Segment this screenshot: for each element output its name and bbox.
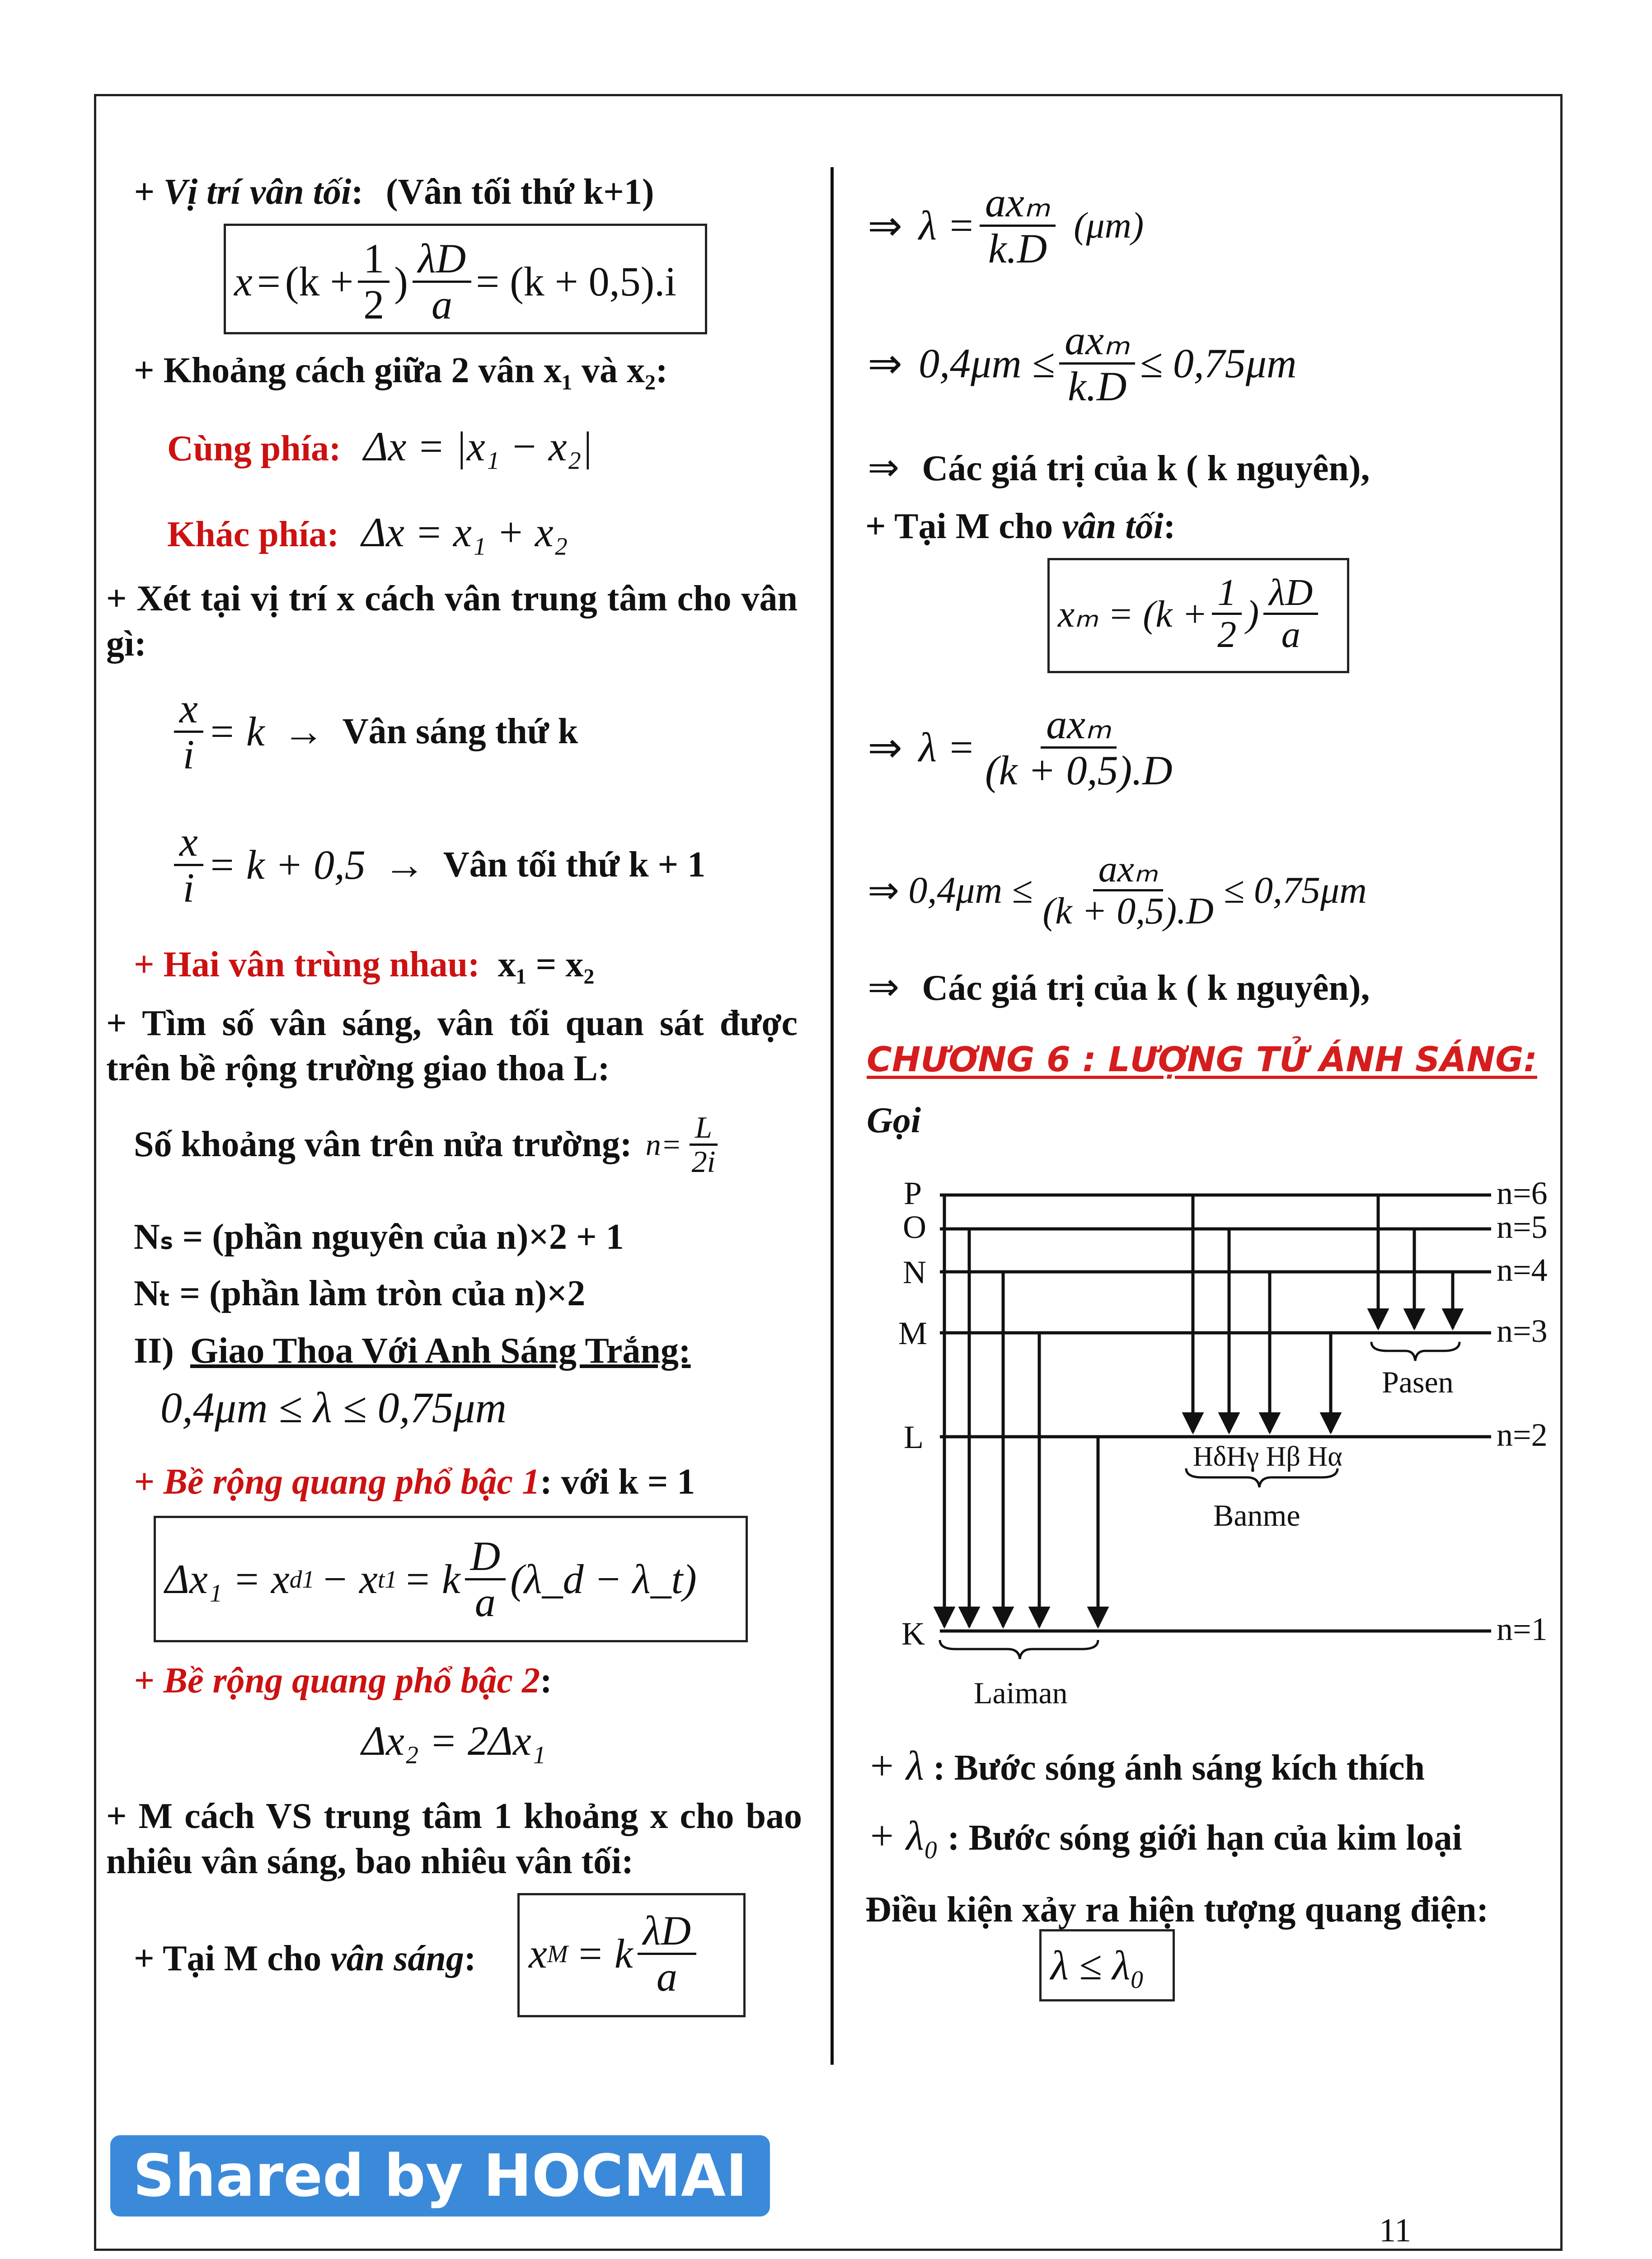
cung-phia-row: Cùng phía: Δx = |x₁ − x₂|: [167, 423, 593, 469]
be-rong-2-heading: + Bề rộng quang phổ bậc 2:: [134, 1661, 552, 1701]
banme-label: Banme: [1213, 1498, 1300, 1533]
be-rong-1-formula-box: Δx₁ = x d1 − x t1 = k $\frac{D}{a}$ (λ_d − λ_t): [154, 1516, 748, 1642]
section-2-heading: II) Giao Thoa Với Anh Sáng Trắng:: [134, 1331, 691, 1371]
k-values-sang: ⇒ Các giá trị của k ( k nguyên),: [868, 447, 1370, 489]
nt-formula: Nₜ = (phần làm tròn của n)×2: [134, 1274, 586, 1313]
level-letter-n: N: [903, 1254, 926, 1290]
vitri-toi-formula-box: x = (k + $\frac{1}{2}$ ) $\frac{\lambda D}{a}$ = (k + 0,5).i: [224, 224, 707, 334]
van-toi-rule: $\frac{x}{i}$ = k + 0,5 → Vân tối thứ k + 1: [174, 820, 705, 909]
hai-van-row: + Hai vân trùng nhau: x₁ = x₂: [134, 945, 595, 984]
hocmai-badge: Shared by HOCMAI: [110, 2135, 770, 2217]
be-rong-2-formula: Δx₂ = 2Δx₁: [361, 1718, 546, 1764]
tai-m-sang-formula-box: x M = k $\frac{\lambda D}{a}$: [517, 1893, 746, 2017]
condition-formula-box: λ ≤ λ₀: [1039, 1929, 1175, 2001]
level-letter-k: K: [901, 1616, 925, 1652]
tai-m-toi-formula-box: xₘ = (k + $\frac{1}{2}$ ) $\frac{\lambda D}{a}$: [1047, 558, 1349, 673]
dieu-kien-paragraph: Điều kiện xảy ra hiện tượng quang điện:: [865, 1890, 1489, 1930]
so-khoang-van-row: Số khoảng vân trên nửa trường: n= $\frac{L}{2i}$: [134, 1111, 726, 1178]
level-letter-l: L: [904, 1419, 924, 1455]
van-sang-rule: $\frac{x}{i}$ = k → Vân sáng thứ k: [174, 687, 578, 776]
lambda-sang-formula: ⇒ λ = $\frac{\text{axₘ}}{k.D}$ (μm): [868, 179, 1144, 272]
level-n1: n=1: [1497, 1611, 1548, 1647]
khoang-cach-heading: + Khoảng cách giữa 2 vân x₁ và x₂:: [134, 351, 668, 390]
vitri-toi-heading: + Vị trí vân tối: (Vân tối thứ k+1): [134, 172, 654, 212]
lambda-definition: + λ : Bước sóng ánh sáng kích thích: [868, 1743, 1425, 1789]
level-n3: n=3: [1497, 1313, 1548, 1349]
tai-m-toi-label: + Tại M cho vân tối:: [865, 506, 1176, 546]
white-light-range: 0,4μm ≤ λ ≤ 0,75μm: [160, 1383, 507, 1432]
level-n6: n=6: [1497, 1175, 1548, 1211]
chapter-6-title: CHƯƠNG 6 : LƯỢNG TỬ ÁNH SÁNG:: [867, 1039, 1537, 1079]
column-divider: [831, 167, 834, 2065]
level-letter-o: O: [903, 1209, 926, 1245]
be-rong-1-heading: + Bề rộng quang phổ bậc 1: với k = 1: [134, 1462, 695, 1502]
pasen-label: Pasen: [1382, 1365, 1454, 1399]
level-n4: n=4: [1497, 1252, 1548, 1288]
tai-m-sang-label: + Tại M cho vân sáng:: [134, 1939, 476, 1978]
tim-so-van-paragraph: + Tìm số vân sáng, vân tối quan sát được trên bề rộng trường giao thoa L:: [106, 1003, 798, 1088]
lambda0-definition: + λ₀ : Bước sóng giới hạn của kim loại: [868, 1813, 1462, 1859]
balmer-lines-label: HδHγ Hβ Hα: [1193, 1441, 1342, 1472]
xet-tai-paragraph: + Xét tại vị trí x cách vân trung tâm cho vân gì:: [106, 579, 798, 664]
ineq-toi-formula: ⇒ 0,4μm ≤ $\frac{\text{axₘ}}{(k + 0,5).D}$ ≤ 0,75μm: [868, 848, 1367, 933]
ns-formula: Nₛ = (phần nguyên của n)×2 + 1: [134, 1217, 624, 1257]
laiman-label: Laiman: [974, 1676, 1068, 1710]
khac-phia-row: Khác phía: Δx = x₁ + x₂: [167, 509, 568, 555]
ineq-sang-formula: ⇒ 0,4μm ≤ $\frac{\text{axₘ}}{k.D}$ ≤ 0,75μm: [868, 317, 1297, 409]
level-letter-m: M: [898, 1315, 928, 1351]
page-number: 11: [1379, 2212, 1412, 2249]
k-values-toi: ⇒ Các giá trị của k ( k nguyên),: [868, 966, 1370, 1008]
goi-label: Gọi: [867, 1101, 921, 1140]
level-letter-p: P: [904, 1175, 922, 1211]
hydrogen-spectrum-diagram: [877, 1157, 1572, 1758]
level-n2: n=2: [1497, 1417, 1548, 1453]
level-n5: n=5: [1497, 1209, 1548, 1245]
m-cach-paragraph: + M cách VS trung tâm 1 khoảng x cho bao nhiêu vân sáng, bao nhiêu vân tối:: [106, 1796, 802, 1881]
lambda-toi-formula: ⇒ λ = $\frac{\text{axₘ}}{(k + 0,5).D}$: [868, 701, 1173, 793]
